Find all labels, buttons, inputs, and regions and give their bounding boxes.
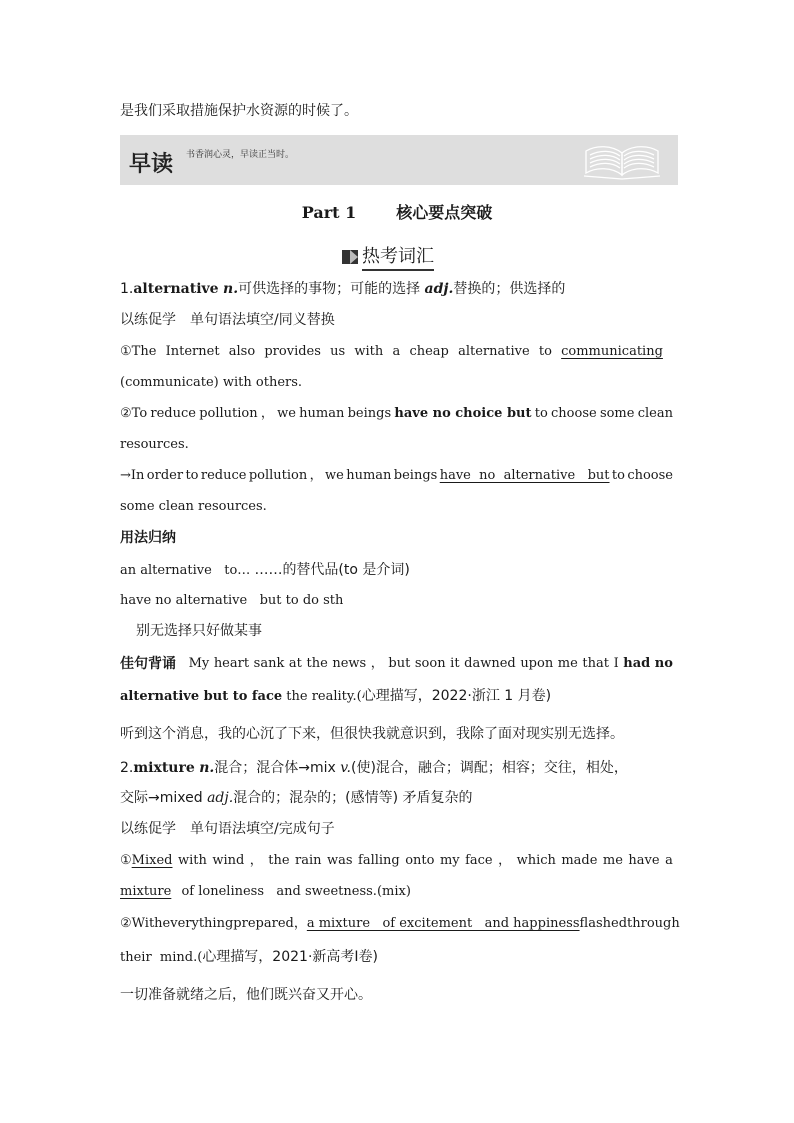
word1-sentence3-end: some clean resources. [120, 499, 267, 514]
word1-sentence1-end: (communicate) with others. [120, 375, 303, 390]
word2-practice-title: 以练促学 单句语法填空/完成句子 [120, 821, 335, 837]
word1-sentence3: →In order to reduce pollution ， we human beings have no alternative but to choose [120, 468, 673, 483]
word1-sentence1: ①The Internet also provides us with a cheap alternative to communicating [120, 343, 673, 361]
good-sentence-translation: 听到这个消息，我的心沉了下来，但很快我就意识到，我除了面对现实别无选择。 [120, 726, 624, 742]
answer-blank: a mixture of excitement and happiness [306, 916, 580, 931]
word2-translation: 一切准备就绪之后，他们既兴奋又开心。 [120, 987, 372, 1003]
word2-heading: 2.mixture n.混合；混合体→mix v.(使)混合，融合；调配；相容；交往，相处， [120, 760, 628, 776]
open-book-icon [582, 141, 662, 181]
banner-title: 早读 [129, 152, 174, 177]
usage1: an alternative to… ……的替代品(to 是介词) [120, 562, 410, 578]
answer-blank: Mixed [131, 853, 173, 868]
part-heading [0, 200, 794, 223]
word2-sentence1-end: mixture of loneliness and sweetness.(mix) [120, 884, 411, 899]
part-label: Part 1 [301, 203, 357, 222]
usage2-cn: 别无选择只好做某事 [136, 623, 262, 639]
word2-sentence1: ①Mixed with wind ， the rain was falling onto my face ， which made me have a [120, 853, 673, 868]
word1-heading: 1.alternative n.可供选择的事物；可能的选择 adj.替换的；供选择的 [120, 281, 566, 297]
intro-line: 是我们采取措施保护水资源的时候了。 [120, 103, 358, 119]
section-heading [342, 242, 434, 271]
usage-title: 用法归纳 [120, 530, 176, 546]
banner-slogan: 书香润心灵，早读正当时。 [186, 150, 295, 160]
answer-blank: communicating [561, 344, 663, 359]
word1-sentence2-end: resources. [120, 437, 189, 452]
section-title: 热考词汇 [362, 242, 434, 271]
good-sentence-line2: alternative but to face the reality.(心理描写，2022·浙江 1 月卷) [120, 688, 552, 704]
word2-term: mixture [133, 760, 195, 776]
part-title: 核心要点突破 [396, 203, 493, 222]
word1-practice-title: 以练促学 单句语法填空/同义替换 [120, 312, 335, 328]
answer-blank: have no alternative but [439, 468, 610, 483]
word1-sentence2: ②To reduce pollution ， we human beings have no choice but to choose some clean [120, 406, 673, 421]
section-marker-icon [342, 250, 358, 264]
early-reading-banner [120, 135, 678, 185]
word2-sentence2: ②With everything prepared ， a mixture of excitement and happiness flashed through [120, 916, 680, 931]
word2-heading-cont: 交际→mixed adj.混合的；混杂的；(感情等) 矛盾复杂的 [120, 790, 473, 806]
answer-blank: mixture [120, 884, 172, 899]
good-sentence-label: 佳句背诵 [120, 656, 176, 672]
word1-term: alternative [133, 281, 219, 297]
usage2-en: have no alternative but to do sth [120, 593, 344, 608]
word2-sentence2-end: their mind.(心理描写，2021·新高考Ⅰ卷) [120, 949, 378, 965]
good-sentence-line1: 佳句背诵 My heart sank at the news ， but soon it dawned upon me that I had no [120, 656, 673, 672]
